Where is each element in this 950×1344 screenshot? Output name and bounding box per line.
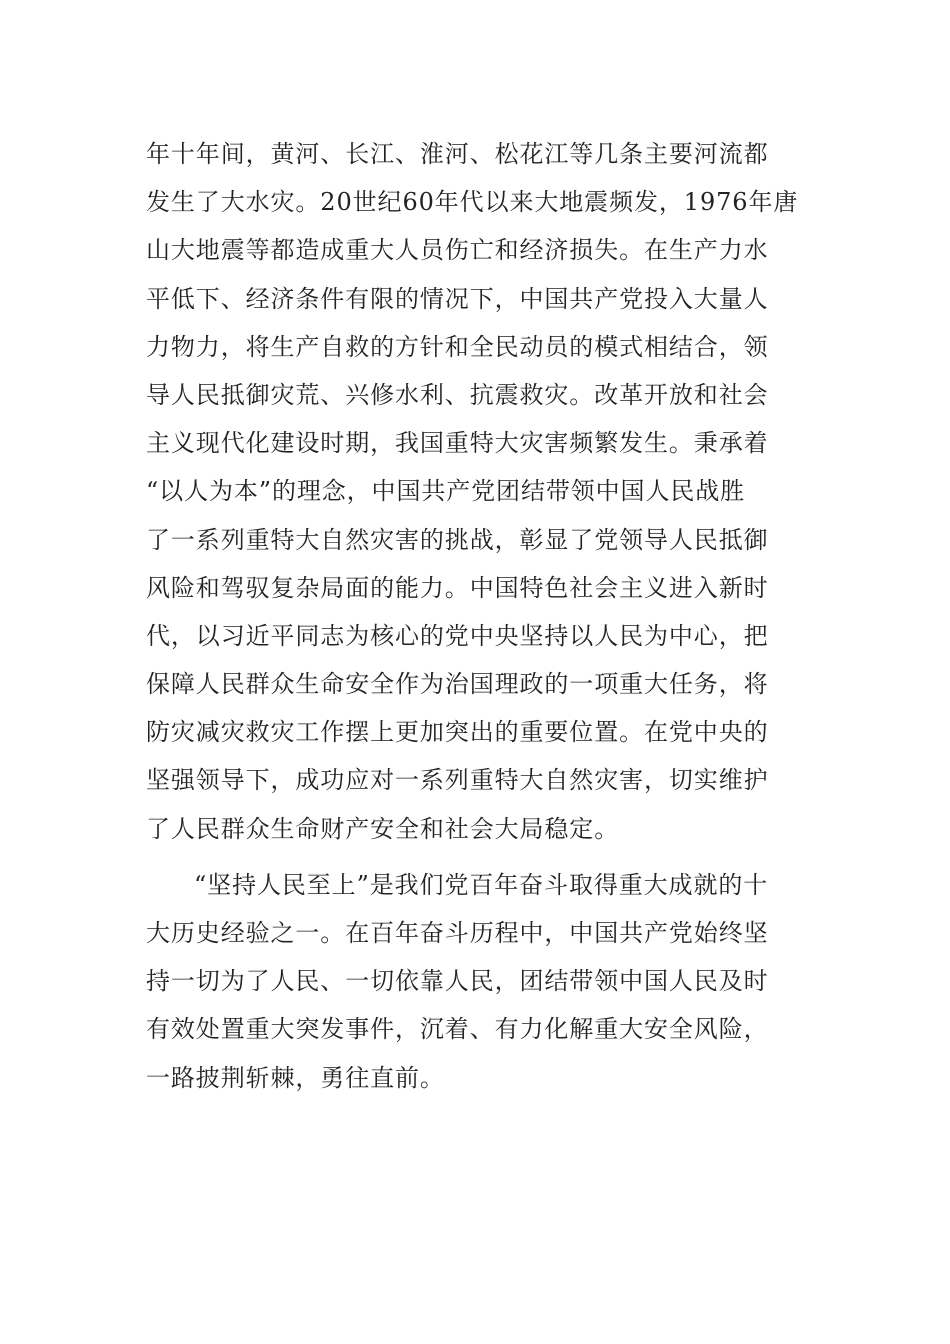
text-line: 持一切为了人民、一切依靠人民，团结带领中国人民及时 <box>146 967 769 996</box>
text-line: 了一系列重特大自然灾害的挑战，彰显了党领导人民抵御 <box>146 525 769 554</box>
paragraph-1 <box>146 130 810 853</box>
body-text <box>146 130 810 1102</box>
text-line: 大历史经验之一。在百年奋斗历程中，中国共产党始终坚 <box>146 919 769 947</box>
text-line: 有效处置重大突发事件，沉着、有力化解重大安全风险， <box>146 1015 769 1044</box>
text-line: 了人民群众生命财产安全和社会大局稳定。 <box>146 814 620 843</box>
text-line: 防灾减灾救灾工作摆上更加突出的重要位置。在党中央的 <box>146 718 769 747</box>
text-line: 代，以习近平同志为核心的党中央坚持以人民为中心，把 <box>146 621 769 650</box>
text-line: “以人为本”的理念，中国共产党团结带领中国人民战胜 <box>146 477 746 506</box>
text-line: 一路披荆斩棘，勇往直前。 <box>146 1063 445 1092</box>
text-line: 力物力，将生产自救的方针和全民动员的模式相结合，领 <box>146 332 769 361</box>
text-line: 保障人民群众生命安全作为治国理政的一项重大任务，将 <box>146 670 769 699</box>
text-line: “坚持人民至上”是我们党百年奋斗取得重大成就的十 <box>194 870 769 899</box>
paragraph-spacer <box>146 853 810 861</box>
text-line: 风险和驾驭复杂局面的能力。中国特色社会主义进入新时 <box>146 573 769 602</box>
text-line: 平低下、经济条件有限的情况下，中国共产党投入大量人 <box>146 284 769 313</box>
text-line: 发生了大水灾。20世纪60年代以来大地震频发，1976年唐 <box>146 188 799 217</box>
paragraph-2 <box>146 861 810 1102</box>
text-line: 山大地震等都造成重大人员伤亡和经济损失。在生产力水 <box>146 236 769 265</box>
text-line: 坚强领导下，成功应对一系列重特大自然灾害，切实维护 <box>146 766 769 795</box>
text-line: 年十年间，黄河、长江、淮河、松花江等几条主要河流都 <box>146 140 769 168</box>
text-line: 主义现代化建设时期，我国重特大灾害频繁发生。秉承着 <box>146 429 769 458</box>
text-line: 导人民抵御灾荒、兴修水利、抗震救灾。改革开放和社会 <box>146 380 769 409</box>
